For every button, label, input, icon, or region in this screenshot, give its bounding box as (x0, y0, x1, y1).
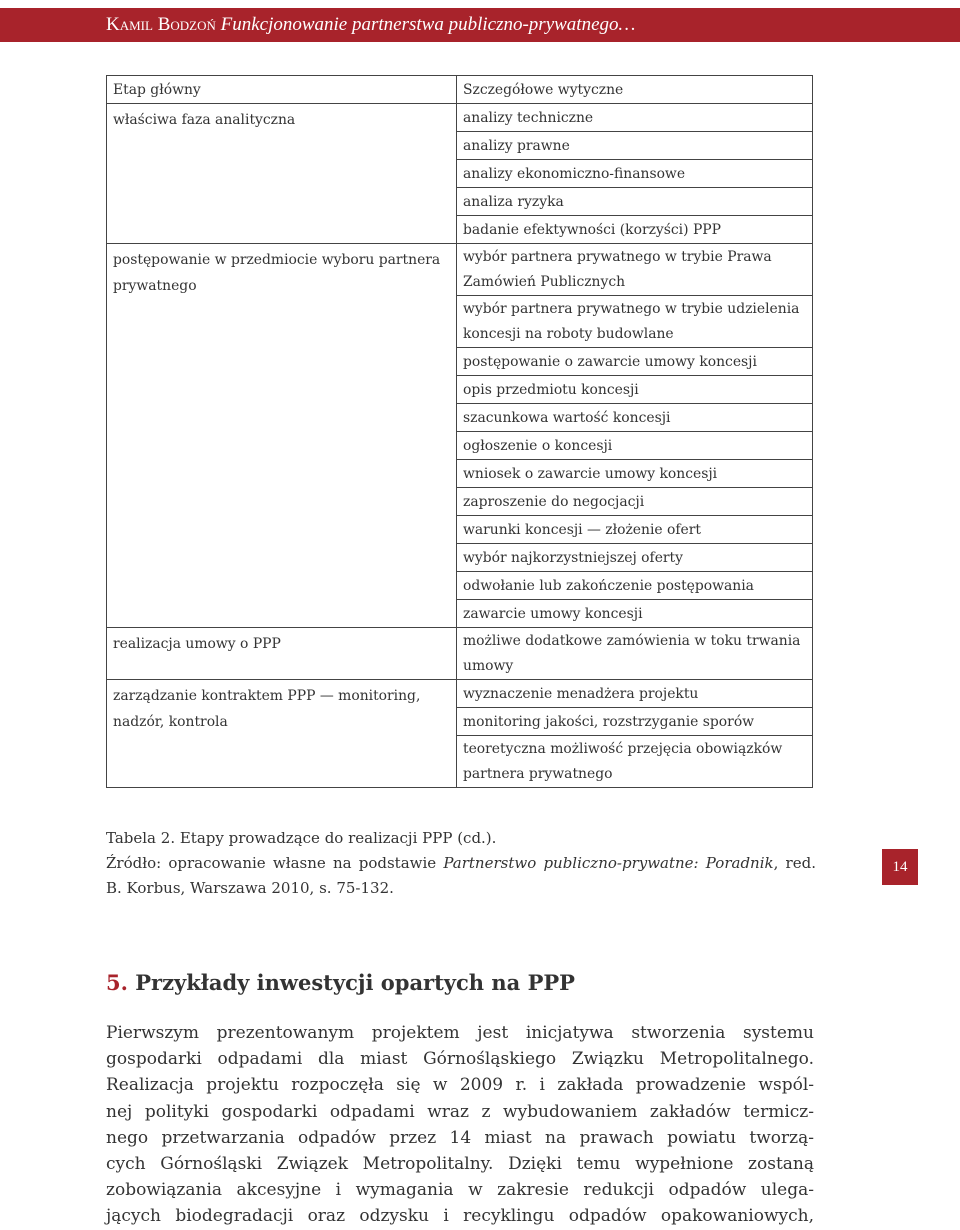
table-header-row (107, 76, 813, 104)
header-title: Funkcjonowanie partnerstwa publiczno-prywatnego… (220, 14, 636, 35)
paragraph-line: nej polityki gospodarki odpadami wraz z wybudowaniem zakładów termicz- (106, 1101, 814, 1122)
column-header-stage: Etap główny (107, 76, 457, 104)
paragraph-line: zobowiązania akcesyjne i wymagania w zakresie redukcji odpadów ulega- (106, 1180, 814, 1201)
detail-cell: analiza ryzyka (457, 188, 813, 216)
column-header-details: Szczegółowe wytyczne (457, 76, 813, 104)
detail-cell: szacunkowa wartość koncesji (457, 404, 813, 432)
detail-cell: opis przedmiotu koncesji (457, 376, 813, 404)
detail-cell: wybór partnera prywatnego w trybie Prawa Zamówień Publicznych (457, 244, 813, 296)
body-paragraph (106, 1020, 814, 1230)
detail-cell: analizy prawne (457, 132, 813, 160)
stage-cell: realizacja umowy o PPP (107, 628, 457, 680)
paragraph-line: jących biodegradacji oraz odzysku i recyklingu odpadów opakowaniowych, (106, 1206, 814, 1227)
source-prefix: Źródło: opracowanie własne na podstawie (106, 854, 444, 872)
section-heading (106, 966, 575, 1000)
section-title: Przykłady inwestycji opartych na PPP (135, 970, 575, 995)
detail-cell: warunki koncesji — złożenie ofert (457, 516, 813, 544)
detail-cell: analizy techniczne (457, 104, 813, 132)
detail-cell: odwołanie lub zakończenie postępowania (457, 572, 813, 600)
table-label: Tabela 2. Etapy prowadzące do realizacji PPP (cd.). (106, 829, 497, 847)
stage-cell: postępowanie w przedmiocie wyboru partnera prywatnego (107, 244, 457, 628)
paragraph-line: cych Górnośląski Związek Metropolitalny. Dzięki temu wypełnione zostaną (106, 1154, 814, 1175)
table-source (106, 851, 816, 901)
detail-cell: badanie efektywności (korzyści) PPP (457, 216, 813, 244)
ppp-stages-table (106, 75, 813, 788)
table-row (107, 244, 813, 296)
detail-cell: monitoring jakości, rozstrzyganie sporów (457, 708, 813, 736)
page-number-badge: 14 (882, 849, 918, 885)
paragraph-line: gospodarki odpadami dla miast Górnośląskiego Związku Metropolitalnego. (106, 1049, 814, 1070)
detail-cell: wybór najkorzystniejszej oferty (457, 544, 813, 572)
detail-cell: wyznaczenie menadżera projektu (457, 680, 813, 708)
detail-cell: ogłoszenie o koncesji (457, 432, 813, 460)
paragraph-line: Realizacja projektu rozpoczęła się w 2009 r. i zakłada prowadzenie wspól- (106, 1075, 814, 1096)
running-header (0, 8, 960, 42)
table-row (107, 104, 813, 132)
source-title: Partnerstwo publiczno-prywatne: Poradnik (443, 854, 774, 872)
table-caption (106, 826, 816, 901)
detail-cell: możliwe dodatkowe zamówienia w toku trwania umowy (457, 628, 813, 680)
stage-cell: właściwa faza analityczna (107, 104, 457, 244)
section-number: 5. (106, 970, 128, 995)
source-suffix: , red. B. Korbus, Warszawa 2010, s. 75-132. (106, 854, 816, 897)
detail-cell: teoretyczna możliwość przejęcia obowiązków partnera prywatnego (457, 736, 813, 788)
detail-cell: wybór partnera prywatnego w trybie udzielenia koncesji na roboty budowlane (457, 296, 813, 348)
detail-cell: postępowanie o zawarcie umowy koncesji (457, 348, 813, 376)
table-row (107, 680, 813, 708)
stage-cell: zarządzanie kontraktem PPP — monitoring, nadzór, kontrola (107, 680, 457, 788)
header-author: Kamil Bodzoń (106, 14, 216, 35)
detail-cell: analizy ekonomiczno-finansowe (457, 160, 813, 188)
paragraph-line: nego przetwarzania odpadów przez 14 miast na prawach powiatu tworzą- (106, 1127, 814, 1148)
table-row (107, 628, 813, 680)
paragraph-line: Pierwszym prezentowanym projektem jest inicjatywa stworzenia systemu (106, 1023, 814, 1043)
table-body (107, 76, 813, 788)
detail-cell: wniosek o zawarcie umowy koncesji (457, 460, 813, 488)
detail-cell: zawarcie umowy koncesji (457, 600, 813, 628)
detail-cell: zaproszenie do negocjacji (457, 488, 813, 516)
